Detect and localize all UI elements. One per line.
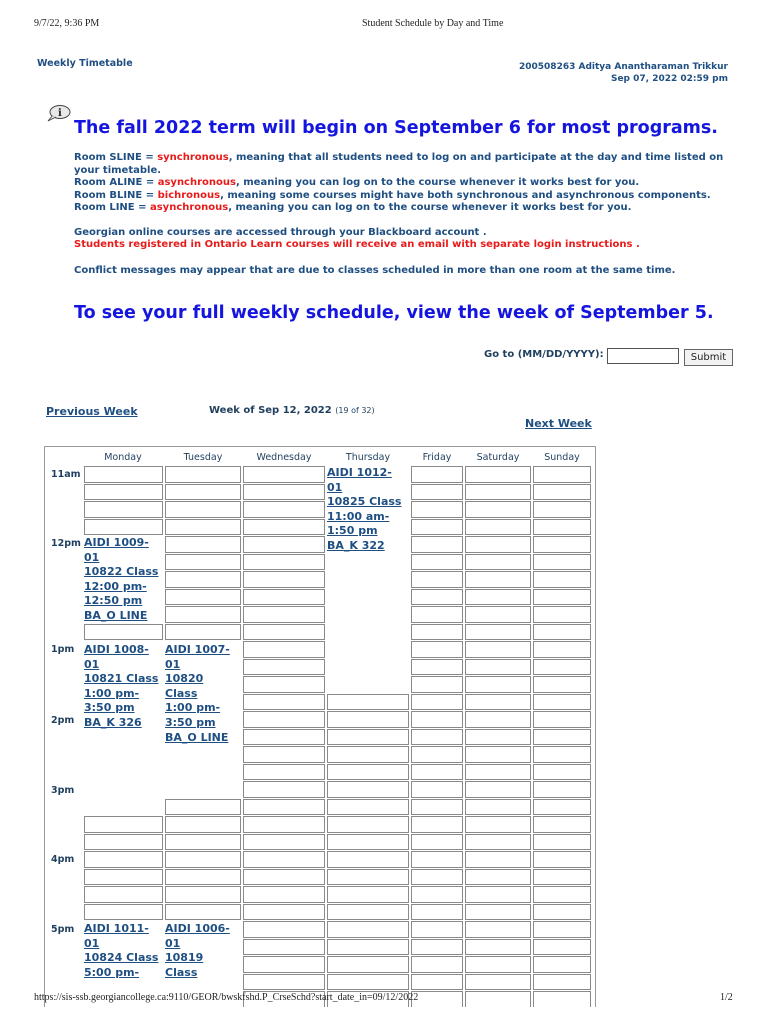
empty-time-slot <box>411 939 463 956</box>
empty-time-slot <box>465 536 531 553</box>
course-aidi-1008[interactable]: AIDI 1008- 01 10821 Class 1:00 pm- 3:50 pm BA_K 326 <box>84 643 159 729</box>
empty-time-slot <box>327 869 409 886</box>
empty-time-slot <box>411 799 463 816</box>
empty-time-slot <box>243 956 325 973</box>
print-title: Student Schedule by Day and Time <box>362 18 504 29</box>
empty-time-slot <box>327 939 409 956</box>
empty-time-slot <box>411 641 463 658</box>
course-aidi-1007[interactable]: AIDI 1007- 01 10820 Class 1:00 pm- 3:50 pm BA_O LINE <box>165 643 230 744</box>
empty-time-slot <box>327 781 409 798</box>
empty-time-slot <box>465 729 531 746</box>
empty-time-slot <box>533 991 591 1007</box>
empty-time-slot <box>465 694 531 711</box>
empty-time-slot <box>533 886 591 903</box>
week-count: (19 of 32) <box>335 406 375 415</box>
empty-time-slot <box>533 466 591 483</box>
empty-time-slot <box>533 711 591 728</box>
empty-time-slot <box>411 466 463 483</box>
empty-time-slot <box>411 869 463 886</box>
empty-time-slot <box>243 606 325 623</box>
course-aidi-1011[interactable]: AIDI 1011- 01 10824 Class 5:00 pm- <box>84 922 159 979</box>
weekly-timetable <box>44 446 596 1007</box>
empty-time-slot <box>243 536 325 553</box>
empty-time-slot <box>465 676 531 693</box>
empty-time-slot <box>411 624 463 641</box>
empty-time-slot <box>243 554 325 571</box>
empty-time-slot <box>411 974 463 991</box>
empty-time-slot <box>165 816 241 833</box>
empty-time-slot <box>327 851 409 868</box>
empty-time-slot <box>533 554 591 571</box>
empty-time-slot <box>84 851 163 868</box>
empty-time-slot <box>165 886 241 903</box>
empty-time-slot <box>243 886 325 903</box>
empty-time-slot <box>533 921 591 938</box>
empty-time-slot <box>243 519 325 536</box>
time-label-12pm: 12pm <box>51 538 81 549</box>
empty-time-slot <box>465 501 531 518</box>
empty-time-slot <box>243 869 325 886</box>
user-datetime: Sep 07, 2022 02:59 pm <box>610 74 728 84</box>
empty-time-slot <box>165 501 241 518</box>
empty-time-slot <box>84 501 163 518</box>
empty-time-slot <box>327 729 409 746</box>
print-page-number: 1/2 <box>720 992 733 1003</box>
user-info <box>519 61 728 85</box>
empty-time-slot <box>533 799 591 816</box>
print-datetime: 9/7/22, 9:36 PM <box>34 18 100 29</box>
info-icon <box>46 104 72 122</box>
empty-time-slot <box>327 956 409 973</box>
empty-time-slot <box>465 939 531 956</box>
empty-time-slot <box>533 589 591 606</box>
empty-time-slot <box>411 659 463 676</box>
empty-time-slot <box>165 606 241 623</box>
empty-time-slot <box>411 711 463 728</box>
room-aline-note: Room ALINE = asynchronous, meaning you can log on to the course whenever it works best for you. <box>74 177 640 188</box>
empty-time-slot <box>165 466 241 483</box>
empty-time-slot <box>411 746 463 763</box>
empty-time-slot <box>465 711 531 728</box>
conflict-note: Conflict messages may appear that are due to classes scheduled in more than one room at the same time. <box>74 265 676 276</box>
empty-time-slot <box>165 484 241 501</box>
empty-time-slot <box>411 676 463 693</box>
empty-time-slot <box>533 571 591 588</box>
empty-time-slot <box>411 956 463 973</box>
empty-time-slot <box>243 676 325 693</box>
time-label-2pm: 2pm <box>51 715 75 726</box>
empty-time-slot <box>243 624 325 641</box>
empty-time-slot <box>533 834 591 851</box>
full-schedule-note: To see your full weekly schedule, view the week of September 5. <box>74 303 714 323</box>
empty-time-slot <box>465 921 531 938</box>
time-label-1pm: 1pm <box>51 644 75 655</box>
empty-time-slot <box>327 904 409 921</box>
empty-time-slot <box>165 624 241 641</box>
empty-time-slot <box>243 571 325 588</box>
empty-time-slot <box>533 501 591 518</box>
empty-time-slot <box>465 991 531 1007</box>
empty-time-slot <box>411 694 463 711</box>
empty-time-slot <box>533 536 591 553</box>
course-aidi-1009[interactable]: AIDI 1009- 01 10822 Class 12:00 pm- 12:50 pm BA_O LINE <box>84 536 159 622</box>
empty-time-slot <box>243 851 325 868</box>
empty-time-slot <box>465 571 531 588</box>
empty-time-slot <box>465 519 531 536</box>
blackboard-note: Georgian online courses are accessed through your Blackboard account . <box>74 227 487 238</box>
empty-time-slot <box>411 554 463 571</box>
empty-time-slot <box>533 956 591 973</box>
empty-time-slot <box>243 711 325 728</box>
empty-time-slot <box>243 799 325 816</box>
time-label-4pm: 4pm <box>51 854 75 865</box>
empty-time-slot <box>533 519 591 536</box>
empty-time-slot <box>243 974 325 991</box>
empty-time-slot <box>465 869 531 886</box>
day-header-tuesday: Tuesday <box>183 452 223 463</box>
empty-time-slot <box>243 746 325 763</box>
empty-time-slot <box>533 659 591 676</box>
empty-time-slot <box>411 834 463 851</box>
empty-time-slot <box>165 869 241 886</box>
empty-time-slot <box>411 816 463 833</box>
empty-time-slot <box>465 956 531 973</box>
empty-time-slot <box>465 746 531 763</box>
empty-time-slot <box>411 764 463 781</box>
empty-time-slot <box>84 519 163 536</box>
empty-time-slot <box>165 851 241 868</box>
room-line-note: Room LINE = asynchronous, meaning you can log on to the course whenever it works best for you. <box>74 202 632 213</box>
empty-time-slot <box>533 869 591 886</box>
empty-time-slot <box>533 781 591 798</box>
empty-time-slot <box>411 536 463 553</box>
empty-time-slot <box>327 694 409 711</box>
ontario-learn-note: Students registered in Ontario Learn courses will receive an email with separate login instructions . <box>74 239 640 250</box>
week-label: Week of Sep 12, 2022 (19 of 32) <box>209 405 375 416</box>
empty-time-slot <box>465 886 531 903</box>
empty-time-slot <box>243 764 325 781</box>
empty-time-slot <box>411 589 463 606</box>
empty-time-slot <box>327 816 409 833</box>
goto-label: Go to (MM/DD/YYYY): <box>484 349 604 360</box>
empty-time-slot <box>465 554 531 571</box>
empty-time-slot <box>165 554 241 571</box>
empty-time-slot <box>533 746 591 763</box>
empty-time-slot <box>465 781 531 798</box>
room-legend <box>74 152 724 215</box>
empty-time-slot <box>243 484 325 501</box>
empty-time-slot <box>465 589 531 606</box>
empty-time-slot <box>411 886 463 903</box>
empty-time-slot <box>533 816 591 833</box>
empty-time-slot <box>411 851 463 868</box>
empty-time-slot <box>243 641 325 658</box>
empty-time-slot <box>243 466 325 483</box>
empty-time-slot <box>243 781 325 798</box>
room-bline-note: Room BLINE = bichronous, meaning some courses might have both synchronous and asynchronous components. <box>74 189 711 201</box>
empty-time-slot <box>465 851 531 868</box>
day-header-saturday: Saturday <box>476 452 520 463</box>
empty-time-slot <box>465 641 531 658</box>
submit-button[interactable]: Submit <box>684 349 733 366</box>
empty-time-slot <box>327 834 409 851</box>
empty-time-slot <box>533 484 591 501</box>
empty-time-slot <box>327 921 409 938</box>
empty-time-slot <box>533 694 591 711</box>
empty-time-slot <box>243 921 325 938</box>
empty-time-slot <box>327 799 409 816</box>
course-aidi-1006[interactable]: AIDI 1006- 01 10819 Class <box>165 922 230 979</box>
svg-text:i: i <box>58 108 62 119</box>
empty-time-slot <box>165 904 241 921</box>
empty-time-slot <box>533 904 591 921</box>
empty-time-slot <box>84 816 163 833</box>
empty-time-slot <box>243 694 325 711</box>
empty-time-slot <box>465 974 531 991</box>
empty-time-slot <box>165 589 241 606</box>
empty-time-slot <box>533 764 591 781</box>
empty-time-slot <box>533 729 591 746</box>
empty-time-slot <box>533 606 591 623</box>
time-label-11am: 11am <box>51 469 81 480</box>
empty-time-slot <box>465 606 531 623</box>
empty-time-slot <box>533 676 591 693</box>
empty-time-slot <box>411 571 463 588</box>
empty-time-slot <box>327 711 409 728</box>
empty-time-slot <box>327 974 409 991</box>
empty-time-slot <box>411 484 463 501</box>
empty-time-slot <box>243 816 325 833</box>
room-sline-note: Room SLINE = synchronous, meaning that all students need to log on and participate at the day and time listed on your timetable. <box>74 152 724 176</box>
day-header-monday: Monday <box>104 452 142 463</box>
empty-time-slot <box>243 939 325 956</box>
day-header-sunday: Sunday <box>544 452 580 463</box>
empty-time-slot <box>327 764 409 781</box>
empty-time-slot <box>465 764 531 781</box>
empty-time-slot <box>243 729 325 746</box>
user-id-name: 200508263 Aditya Anantharaman Trikkur <box>519 62 728 72</box>
empty-time-slot <box>533 974 591 991</box>
empty-time-slot <box>533 624 591 641</box>
course-aidi-1012[interactable]: AIDI 1012- 01 10825 Class 11:00 am- 1:50 pm BA_K 322 <box>327 466 402 552</box>
empty-time-slot <box>243 501 325 518</box>
term-start-headline: The fall 2022 term will begin on September 6 for most programs. <box>74 118 718 138</box>
day-header-wednesday: Wednesday <box>256 452 312 463</box>
empty-time-slot <box>411 519 463 536</box>
empty-time-slot <box>84 886 163 903</box>
day-header-friday: Friday <box>422 452 452 463</box>
empty-time-slot <box>84 484 163 501</box>
empty-time-slot <box>465 624 531 641</box>
time-label-5pm: 5pm <box>51 924 75 935</box>
empty-time-slot <box>411 781 463 798</box>
empty-time-slot <box>411 606 463 623</box>
empty-time-slot <box>84 834 163 851</box>
empty-time-slot <box>533 641 591 658</box>
empty-time-slot <box>327 886 409 903</box>
empty-time-slot <box>465 834 531 851</box>
empty-time-slot <box>165 799 241 816</box>
empty-time-slot <box>411 729 463 746</box>
empty-time-slot <box>84 869 163 886</box>
page-title: Weekly Timetable <box>37 58 133 69</box>
next-week-link[interactable]: Next Week <box>525 417 592 430</box>
previous-week-link[interactable]: Previous Week <box>46 405 138 418</box>
empty-time-slot <box>465 484 531 501</box>
empty-time-slot <box>411 904 463 921</box>
empty-time-slot <box>411 921 463 938</box>
empty-time-slot <box>533 851 591 868</box>
day-header-thursday: Thursday <box>345 452 391 463</box>
empty-time-slot <box>165 571 241 588</box>
print-url: https://sis-ssb.georgiancollege.ca:9110/GEOR/bwskfshd.P_CrseSchd?start_date_in=09/12/2022 <box>34 992 419 1003</box>
empty-time-slot <box>165 536 241 553</box>
empty-time-slot <box>465 904 531 921</box>
empty-time-slot <box>533 939 591 956</box>
empty-time-slot <box>465 659 531 676</box>
empty-time-slot <box>84 466 163 483</box>
empty-time-slot <box>243 904 325 921</box>
empty-time-slot <box>465 466 531 483</box>
empty-time-slot <box>84 904 163 921</box>
empty-time-slot <box>243 589 325 606</box>
time-label-3pm: 3pm <box>51 785 75 796</box>
empty-time-slot <box>243 659 325 676</box>
empty-time-slot <box>411 501 463 518</box>
empty-time-slot <box>327 746 409 763</box>
empty-time-slot <box>84 624 163 641</box>
empty-time-slot <box>465 799 531 816</box>
empty-time-slot <box>165 834 241 851</box>
empty-time-slot <box>243 834 325 851</box>
goto-date-input[interactable] <box>607 348 679 364</box>
empty-time-slot <box>165 519 241 536</box>
empty-time-slot <box>411 991 463 1007</box>
empty-time-slot <box>465 816 531 833</box>
